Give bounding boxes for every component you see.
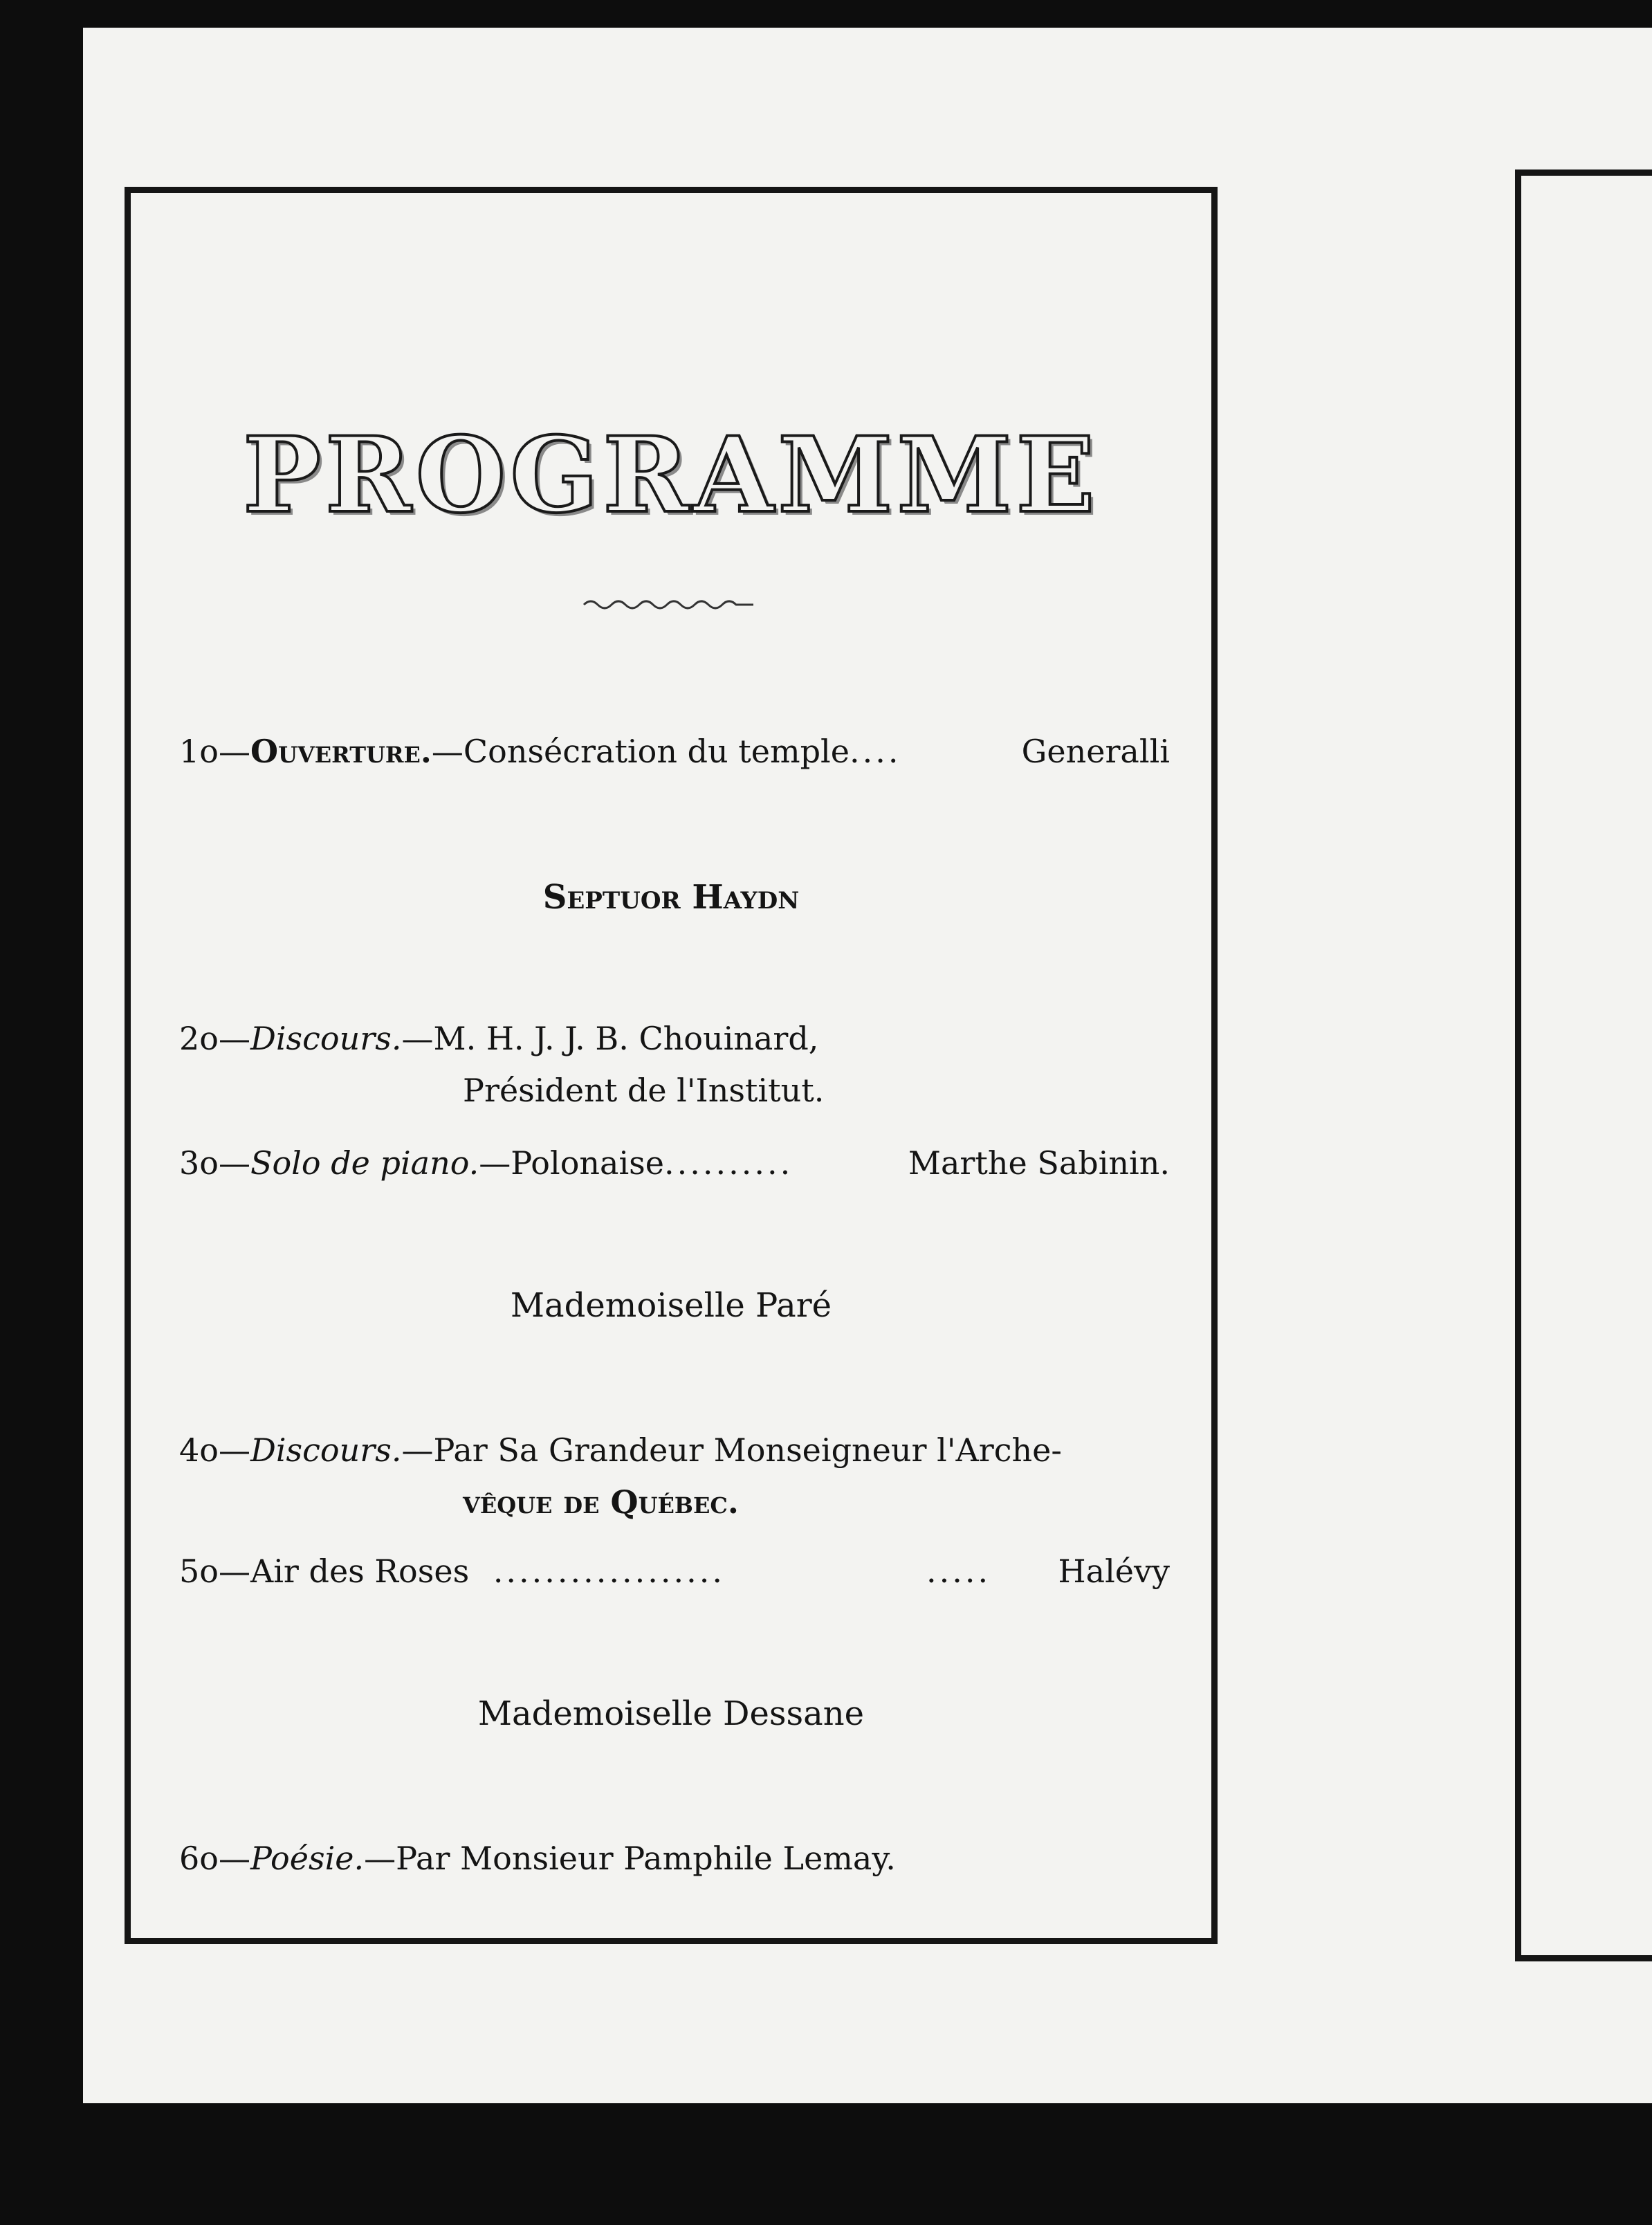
item-number: 5o—: [179, 1553, 250, 1590]
item-performer: Generalli: [1021, 733, 1170, 770]
item-text: —Par Sa Grandeur Monseigneur l'Arche-: [401, 1431, 1062, 1469]
item-text: —Consécration du temple: [431, 733, 850, 770]
item-performer: Marthe Sabinin.: [908, 1144, 1170, 1182]
item-number: 1o—: [179, 733, 250, 770]
section-heading-2: Mademoiselle Paré: [510, 1286, 832, 1325]
item-label: Air des Roses: [250, 1553, 470, 1590]
item-label: Solo de piano.: [250, 1144, 479, 1182]
programme-item-6: [179, 1840, 1170, 1877]
item-label: Discours.: [250, 1020, 402, 1057]
programme-title: PROGRAMME: [243, 414, 1099, 536]
programme-item-2: [179, 1020, 1170, 1057]
item-leader: ..................: [493, 1553, 726, 1590]
item-text: —Par Monsieur Pamphile Lemay.: [364, 1840, 896, 1877]
item-label: Ouverture.: [250, 733, 432, 770]
ornament-divider: [580, 594, 760, 615]
item-leader: ..........: [664, 1144, 793, 1182]
item-number: 4o—: [179, 1431, 250, 1469]
item-label: Discours.: [250, 1431, 402, 1469]
item-4-line2: vêque de Québec.: [463, 1483, 739, 1521]
section-heading-3: Mademoiselle Dessane: [477, 1694, 865, 1733]
item-text: —Polonaise: [479, 1144, 664, 1182]
adjacent-page-border: [1515, 170, 1652, 1961]
item-text: —M. H. J. J. B. Chouinard,: [401, 1020, 819, 1057]
item-performer: Halévy: [1058, 1553, 1170, 1590]
item-number: 6o—: [179, 1840, 250, 1877]
item-number: 2o—: [179, 1020, 250, 1057]
item-number: 3o—: [179, 1144, 250, 1182]
programme-frame: [125, 187, 1218, 1944]
programme-item-1: [179, 733, 1170, 770]
item-leader-2: .....: [926, 1553, 991, 1590]
section-heading-1: Septuor Haydn: [542, 878, 800, 917]
programme-item-5: [179, 1553, 1170, 1590]
programme-item-3: [179, 1144, 1170, 1182]
item-leader: ....: [850, 733, 901, 770]
item-2-line2: Président de l'Institut.: [463, 1072, 825, 1109]
programme-item-4: [179, 1431, 1170, 1469]
item-label: Poésie.: [250, 1840, 365, 1877]
